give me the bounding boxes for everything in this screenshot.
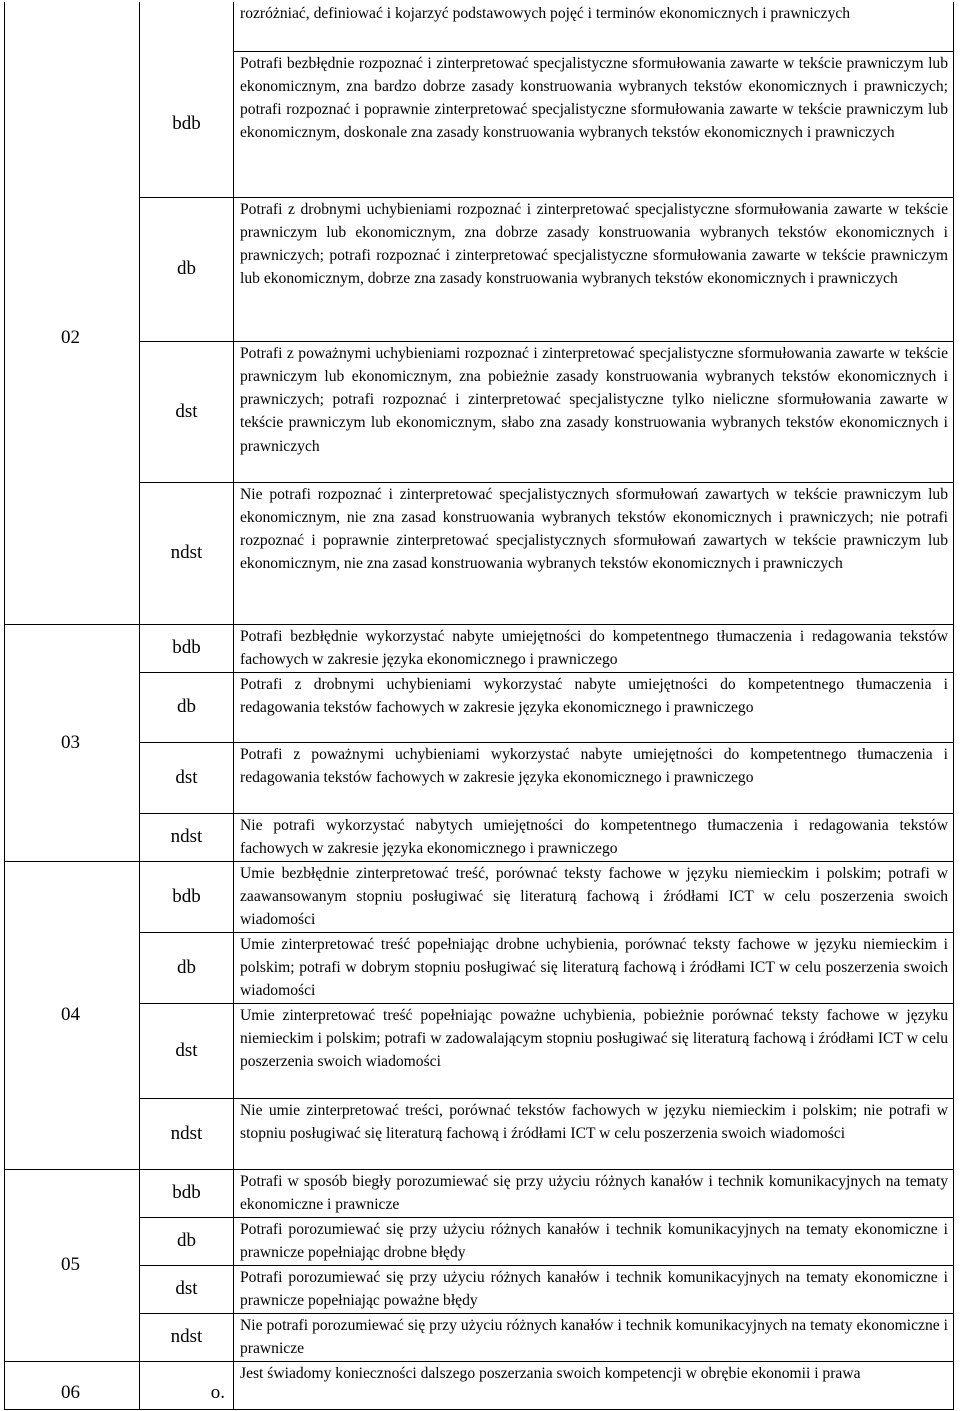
criterion-text: Potrafi z drobnymi uchybieniami rozpoznać i zinterpretować specjalistyczne sformułowania zawarte w tekście prawniczym lub ekonomicznym, zna dobrze zasady konstruowania wybranych tekstów ekonomicznych i prawniczych; potrafi rozpoznać i zinterpretować specjalistyczne sformułowania zawarte w tekście prawniczym lub ekonomicznym, dobrze zna zasady konstruowania wybranych tekstów ekonomicznych i prawniczych: [234, 197, 954, 341]
outcome-code-cell: 04: [5, 861, 140, 1169]
grade-cell: dst: [140, 1003, 234, 1098]
table-row: [5, 197, 954, 341]
outcome-code-cell: 06: [5, 1361, 140, 1409]
criterion-text: Potrafi z drobnymi uchybieniami wykorzystać nabyte umiejętności do kompetentnego tłumaczenia i redagowania tekstów fachowych w zakresie języka ekonomicznego i prawniczego: [234, 672, 954, 742]
table-row: [5, 742, 954, 813]
grade-cell: dst: [140, 742, 234, 813]
grade-cell: bdb: [140, 861, 234, 932]
grade-cell: bdb: [140, 51, 234, 197]
criterion-text: Potrafi w sposób biegły porozumiewać się przy użyciu różnych kanałów i technik komunikacyjnych na tematy ekonomiczne i prawnicze: [234, 1169, 954, 1217]
table-row: [5, 672, 954, 742]
table-row: [5, 482, 954, 624]
grade-cell: ndst: [140, 1098, 234, 1169]
grade-cell: bdb: [140, 624, 234, 672]
criterion-text: Nie potrafi porozumiewać się przy użyciu różnych kanałów i technik komunikacyjnych na tematy ekonomiczne i prawnicze: [234, 1313, 954, 1361]
grade-cell: db: [140, 672, 234, 742]
table-row: [5, 2, 954, 51]
table-row: [5, 51, 954, 197]
table-row: [5, 1313, 954, 1361]
table-row: [5, 1217, 954, 1265]
criterion-text: Umie zinterpretować treść popełniając drobne uchybienia, porównać teksty fachowe w języku niemieckim i polskim; potrafi w dobrym stopniu posługiwać się literaturą fachową i źródłami ICT w celu poszerzenia swoich wiadomości: [234, 932, 954, 1003]
criterion-text: Nie potrafi wykorzystać nabytych umiejętności do kompetentnego tłumaczenia i redagowania tekstów fachowych w zakresie języka ekonomicznego i prawniczego: [234, 813, 954, 861]
grade-cell: db: [140, 1217, 234, 1265]
grade-cell: ndst: [140, 482, 234, 624]
grade-cell: [140, 2, 234, 51]
outcome-code-cell: 02: [5, 51, 140, 624]
outcome-code-cell: [5, 2, 140, 51]
criterion-text: Potrafi bezbłędnie rozpoznać i zinterpretować specjalistyczne sformułowania zawarte w tekście prawniczym lub ekonomicznym, zna bardzo dobrze zasady konstruowania wybranych tekstów ekonomicznych i prawniczych; potrafi rozpoznać i poprawnie zinterpretować specjalistyczne sformułowania zawarte w tekście prawniczym lub ekonomicznym, doskonale zna zasady konstruowania wybranych tekstów ekonomicznych i prawniczych: [234, 51, 954, 197]
table-row: [5, 624, 954, 672]
criterion-text: Nie potrafi rozpoznać i zinterpretować specjalistycznych sformułowań zawartych w tekście prawniczym lub ekonomicznym, nie zna zasad konstruowania wybranych tekstów ekonomicznych i prawniczych; nie potrafi rozpoznać i poprawnie zinterpretować specjalistycznych sformułowań zawartych w tekście prawniczym lub ekonomicznym, nie zna zasad konstruowania wybranych tekstów ekonomicznych i prawniczych: [234, 482, 954, 624]
criterion-text: Potrafi porozumiewać się przy użyciu różnych kanałów i technik komunikacyjnych na tematy ekonomiczne i prawnicze popełniając poważne błędy: [234, 1265, 954, 1313]
grade-cell: ndst: [140, 813, 234, 861]
outcome-code-cell: 05: [5, 1169, 140, 1361]
table-row: [5, 1003, 954, 1098]
grade-cell: bdb: [140, 1169, 234, 1217]
table-row: [5, 932, 954, 1003]
grade-cell: dst: [140, 1265, 234, 1313]
grade-cell: o.: [140, 1361, 234, 1409]
table-row: [5, 861, 954, 932]
grade-cell: db: [140, 932, 234, 1003]
criterion-text: rozróżniać, definiować i kojarzyć podstawowych pojęć i terminów ekonomicznych i prawniczych: [234, 2, 954, 51]
criterion-text: Nie umie zinterpretować treści, porównać tekstów fachowych w języku niemieckim i polskim; nie potrafi w stopniu posługiwać się literaturą fachową i źródłami ICT w celu poszerzenia swoich wiadomości: [234, 1098, 954, 1169]
table-row: [5, 1361, 954, 1409]
table-row: [5, 1265, 954, 1313]
criterion-text: Jest świadomy konieczności dalszego poszerzania swoich kompetencji w obrębie ekonomii i prawa: [234, 1361, 954, 1409]
outcome-code-cell: 03: [5, 624, 140, 861]
table-row: [5, 1098, 954, 1169]
criterion-text: Umie bezbłędnie zinterpretować treść, porównać teksty fachowe w języku niemieckim i polskim; potrafi w zaawansowanym stopniu posługiwać się literaturą fachową i źródłami ICT w celu poszerzenia swoich wiadomości: [234, 861, 954, 932]
grade-cell: ndst: [140, 1313, 234, 1361]
criterion-text: Potrafi porozumiewać się przy użyciu różnych kanałów i technik komunikacyjnych na tematy ekonomiczne i prawnicze popełniając drobne błędy: [234, 1217, 954, 1265]
table-row: [5, 341, 954, 482]
criterion-text: Potrafi z poważnymi uchybieniami rozpoznać i zinterpretować specjalistyczne sformułowania zawarte w tekście prawniczym lub ekonomicznym, zna pobieżnie zasady konstruowania wybranych tekstów ekonomicznych i prawniczych; potrafi rozpoznać i zinterpretować specjalistyczne tylko nieliczne sformułowania zawarte w tekście prawniczym lub ekonomicznym, słabo zna zasady konstruowania wybranych tekstów ekonomicznych i prawniczych: [234, 341, 954, 482]
criterion-text: Potrafi bezbłędnie wykorzystać nabyte umiejętności do kompetentnego tłumaczenia i redagowania tekstów fachowych w zakresie języka ekonomicznego i prawniczego: [234, 624, 954, 672]
grade-cell: db: [140, 197, 234, 341]
criterion-text: Potrafi z poważnymi uchybieniami wykorzystać nabyte umiejętności do kompetentnego tłumaczenia i redagowania tekstów fachowych w zakresie języka ekonomicznego i prawniczego: [234, 742, 954, 813]
grading-criteria-table: [4, 2, 954, 1410]
criterion-text: Umie zinterpretować treść popełniając poważne uchybienia, pobieżnie porównać teksty fachowe w języku niemieckim i polskim; potrafi w zadowalającym stopniu posługiwać się literaturą fachową i źródłami ICT w celu poszerzenia swoich wiadomości: [234, 1003, 954, 1098]
table-row: [5, 813, 954, 861]
table-row: [5, 1169, 954, 1217]
grade-cell: dst: [140, 341, 234, 482]
